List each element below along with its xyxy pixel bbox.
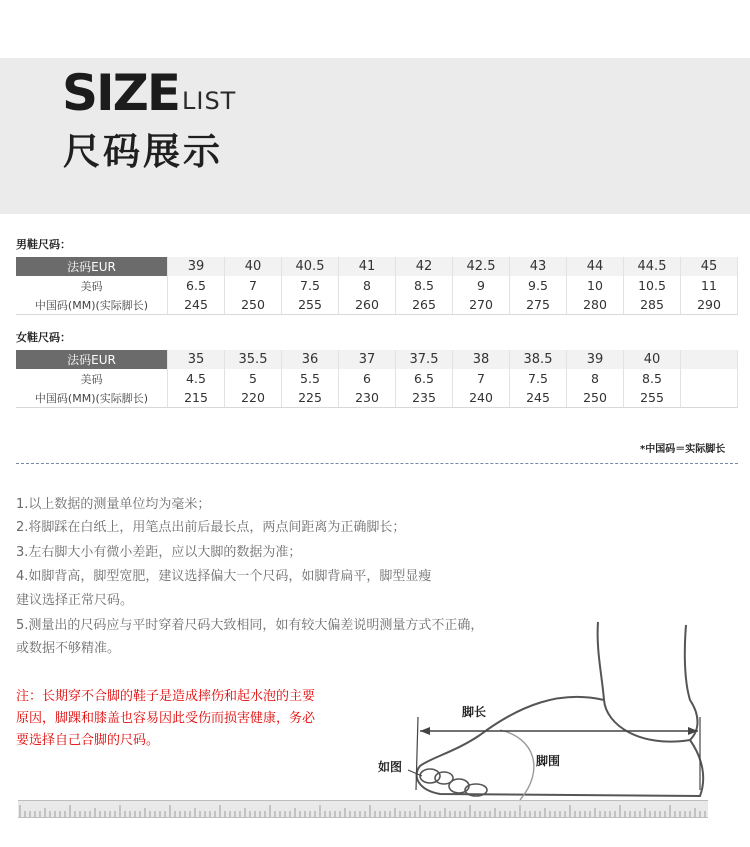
women-size-cell: 255 [624,388,681,408]
men-size-cell: 40 [225,257,282,276]
men-size-cell: 265 [396,295,453,315]
women-size-cell: 36 [282,350,339,369]
chinese-size-footnote: *中国码＝实际脚长 [640,444,726,455]
measuring-ruler [18,800,708,818]
warning-line-2: 原因，脚踝和膝盖也容易因此受伤而损害健康，务必 [16,711,316,726]
men-size-row-header: 法码EUR [16,257,168,276]
women-size-cell: 6 [339,369,396,388]
women-size-cell: 8 [567,369,624,388]
ruler-ticks [18,801,708,817]
men-size-row-header: 美码 [16,276,168,295]
women-size-cell: 5.5 [282,369,339,388]
men-size-cell: 40.5 [282,257,339,276]
men-size-cell: 41 [339,257,396,276]
men-size-cell: 280 [567,295,624,315]
men-size-cell: 255 [282,295,339,315]
women-size-cell: 7.5 [510,369,567,388]
instruction-3: 3.左右脚大小有微小差距，应以大脚的数据为准； [16,545,302,560]
women-size-cell: 230 [339,388,396,408]
men-size-cell: 8.5 [396,276,453,295]
men-size-cell: 44 [567,257,624,276]
women-size-cell: 6.5 [396,369,453,388]
men-size-label: 男鞋尺码： [16,238,71,251]
instruction-1: 1.以上数据的测量单位均为毫米； [16,497,211,512]
women-size-cell: 38.5 [510,350,567,369]
instruction-2: 2.将脚踩在白纸上，用笔点出前后最长点，两点间距离为正确脚长； [16,520,406,535]
women-size-cell: 215 [168,388,225,408]
women-size-cell: 40 [624,350,681,369]
men-size-cell: 9 [453,276,510,295]
women-size-cell: 245 [510,388,567,408]
men-size-cell: 275 [510,295,567,315]
women-size-row-header: 中国码(MM)(实际脚长) [16,388,168,408]
men-size-cell: 6.5 [168,276,225,295]
men-size-cell: 39 [168,257,225,276]
men-size-cell: 9.5 [510,276,567,295]
instruction-5: 5.测量出的尺码应与平时穿着尺码大致相同，如有较大偏差说明测量方式不正确， [16,618,484,633]
women-size-cell: 220 [225,388,282,408]
men-size-cell: 7 [225,276,282,295]
women-size-row-header: 法码EUR [16,350,168,369]
women-size-label: 女鞋尺码： [16,331,71,344]
title-chinese: 尺码展示 [63,130,223,173]
women-size-cell: 8.5 [624,369,681,388]
men-size-cell: 42.5 [453,257,510,276]
men-size-cell: 250 [225,295,282,315]
men-size-cell: 10 [567,276,624,295]
men-size-cell: 42 [396,257,453,276]
men-size-cell: 8 [339,276,396,295]
men-size-cell: 7.5 [282,276,339,295]
instruction-4-cont: 建议选择正常尺码。 [16,593,134,608]
as-shown-label: 如图 [378,760,403,774]
warning-line-1: 注：长期穿不合脚的鞋子是造成摔伤和起水泡的主要 [16,689,316,704]
title-size: SIZE [62,64,180,122]
men-size-cell: 260 [339,295,396,315]
women-size-cell: 235 [396,388,453,408]
women-size-cell: 7 [453,369,510,388]
women-size-cell: 5 [225,369,282,388]
women-size-cell: 240 [453,388,510,408]
women-size-cell: 37 [339,350,396,369]
men-size-cell: 45 [681,257,738,276]
women-size-cell: 4.5 [168,369,225,388]
men-size-cell: 290 [681,295,738,315]
men-size-row-header: 中国码(MM)(实际脚长) [16,295,168,315]
men-size-cell: 270 [453,295,510,315]
men-size-cell: 245 [168,295,225,315]
warning-line-3: 要选择自己合脚的尺码。 [16,733,160,748]
men-size-cell: 10.5 [624,276,681,295]
women-size-cell: 39 [567,350,624,369]
title-list: LIST [182,87,237,115]
men-size-cell: 44.5 [624,257,681,276]
instruction-4: 4.如脚背高，脚型宽肥，建议选择偏大一个尺码，如脚背扁平，脚型显瘦 [16,569,432,584]
women-size-cell: 37.5 [396,350,453,369]
women-size-cell: 225 [282,388,339,408]
women-size-cell: 35.5 [225,350,282,369]
men-size-cell: 11 [681,276,738,295]
instruction-5-cont: 或数据不够精准。 [16,641,121,656]
men-size-cell: 285 [624,295,681,315]
men-size-cell: 43 [510,257,567,276]
women-size-cell: 250 [567,388,624,408]
foot-length-label: 脚长 [462,705,487,719]
women-size-cell: 38 [453,350,510,369]
women-size-row-header: 美码 [16,369,168,388]
foot-girth-label: 脚围 [536,754,561,768]
women-size-cell: 35 [168,350,225,369]
